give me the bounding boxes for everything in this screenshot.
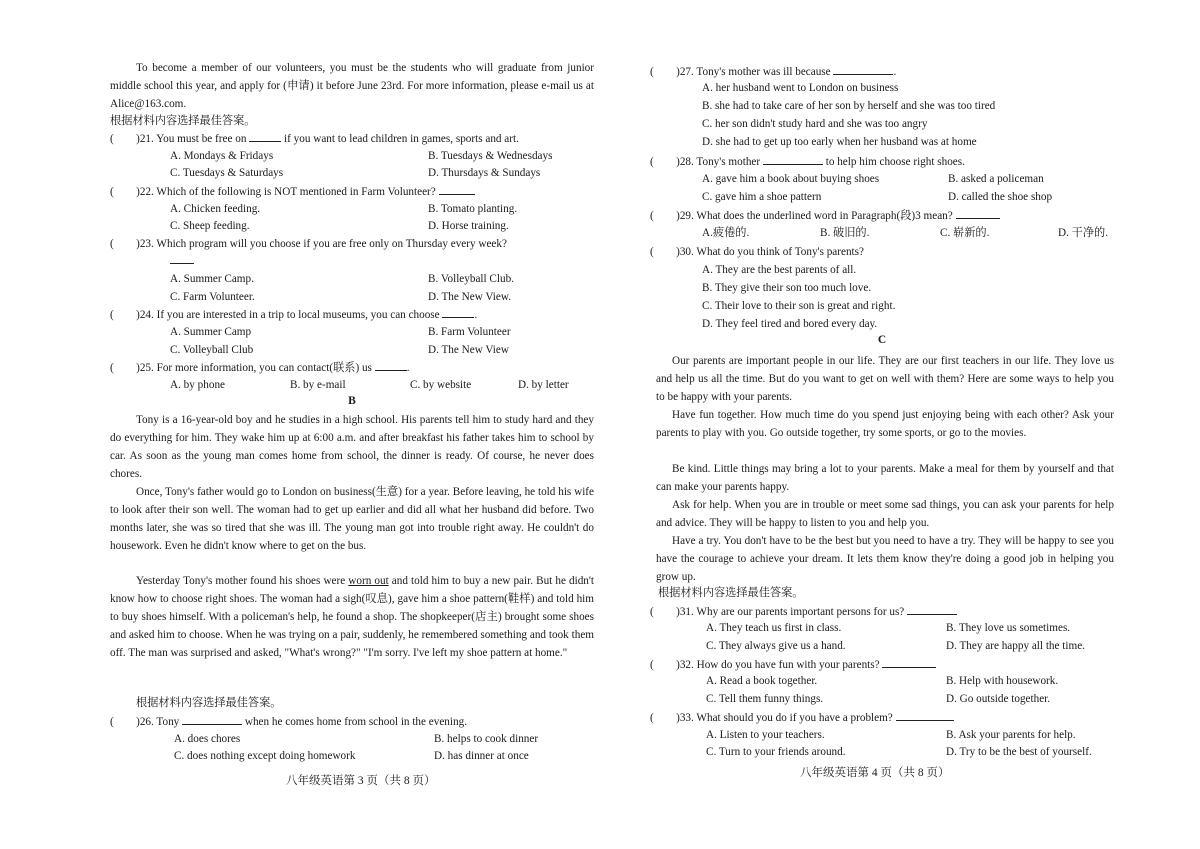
question-stem: Tony [156, 716, 180, 728]
question-number: ( )27. [650, 66, 694, 78]
option-d: D. called the shoe shop [948, 191, 1053, 203]
question-number: ( )28. [650, 156, 694, 168]
question-number: ( )33. [650, 712, 694, 724]
answer-blank [375, 360, 407, 371]
question-stem: For more information, you can contact(联系) us [156, 362, 372, 374]
passage-b-paragraph-2: Once, Tony's father would go to London on business(生意) for a year. Before leaving, he told his wife to look after their son well. The woman had to get up earlier and did all what her husband did before. Two months later, she was so tired that she was ill. The young man got into trouble right away. He couldn't do housework. Even he didn't know where to get on the bus. [110, 486, 594, 552]
passage-c-paragraph-1: Our parents are important people in our life. They are our first teachers in our life. They love us and help us all the time. But do you want to get on well with them? Here are some ways to help you to be happy with your parents. [656, 355, 1114, 403]
option-a: A. Mondays & Fridays [170, 150, 274, 162]
option-a: A. her husband went to London on business [702, 82, 899, 94]
answer-blank [956, 208, 1000, 219]
answer-blank [439, 184, 475, 195]
answer-blank [882, 657, 936, 668]
question-stem: What do you think of Tony's parents? [696, 246, 864, 258]
question-stem: If you are interested in a trip to local museums, you can choose [156, 309, 440, 321]
option-c: C. They always give us a hand. [706, 640, 846, 652]
passage-c-paragraph-3: Be kind. Little things may bring a lot to your parents. Make a meal for them by yourself and that can make your parents happy. [656, 463, 1114, 493]
question-31 [650, 604, 957, 619]
question-29 [650, 208, 1000, 223]
option-a: A.疲倦的. [702, 227, 750, 239]
option-c: C. Turn to your friends around. [706, 746, 846, 758]
option-d: D. has dinner at once [434, 750, 529, 762]
option-b: B. They give their son too much love. [702, 282, 872, 294]
section-heading-c: C [877, 334, 887, 346]
option-b: B. Farm Volunteer [428, 326, 511, 338]
option-c: C. by website [410, 379, 472, 391]
option-d: D. Horse training. [428, 220, 509, 232]
question-30 [650, 245, 864, 259]
option-b: B. she had to take care of her son by herself and she was too tired [702, 100, 996, 112]
question-number: ( )26. [110, 716, 154, 728]
instruction: 根据材料内容选择最佳答案。 [658, 587, 804, 599]
option-c: C. Tuesdays & Saturdays [170, 167, 284, 179]
answer-blank [182, 714, 242, 725]
intro-paragraph: To become a member of our volunteers, you must be the students who will graduate from junior middle school this year, and apply for (申请) it before June 23rd. For more information, please e-mail us at Alice@163.com. [110, 62, 594, 110]
question-33 [650, 710, 954, 725]
option-a: A. does chores [174, 733, 241, 745]
answer-blank [896, 710, 954, 721]
instruction: 根据材料内容选择最佳答案。 [110, 115, 256, 127]
question-number: ( )22. [110, 186, 154, 198]
question-stem: Which program will you choose if you are free only on Thursday every week? [156, 238, 507, 250]
question-number: ( )29. [650, 210, 694, 222]
option-b: B. Ask your parents for help. [946, 729, 1076, 741]
option-a: A. Listen to your teachers. [706, 729, 825, 741]
question-number: ( )30. [650, 246, 694, 258]
option-b: B. 破旧的. [820, 227, 870, 239]
option-a: A. They are the best parents of all. [702, 264, 857, 276]
option-a: A. They teach us first in class. [706, 622, 842, 634]
section-heading-b: B [348, 395, 356, 407]
option-b: B. Tuesdays & Wednesdays [428, 150, 553, 162]
option-c: C. Tell them funny things. [706, 693, 824, 705]
option-d: D. The New View. [428, 291, 512, 303]
page-footer: 八年级英语第 4 页（共 8 页） [800, 767, 950, 779]
question-stem: Why are our parents important persons for us? [696, 606, 905, 618]
passage-b-paragraph-3: Yesterday Tony's mother found his shoes were worn out and told him to buy a new pair. But he didn't know how to choose right shoes. The woman had a sigh(叹息), gave him a shoe pattern(鞋样) and told him to buy shoes himself. With a policeman's help, he found a shop. The shopkeeper(店主) brought some shoes and asked him to choose. When he was trying on a pair, suddenly, he remembered something and took them off. The man was surprised and asked, "What's wrong?" "I'm sorry. I've left my shoe pattern at home." [110, 575, 595, 659]
question-number: ( )23. [110, 238, 154, 250]
question-28 [650, 154, 965, 169]
answer-blank [763, 154, 823, 165]
option-a: A. Chicken feeding. [170, 203, 261, 215]
question-stem: How do you have fun with your parents? [696, 659, 880, 671]
option-b: B. helps to cook dinner [434, 733, 539, 745]
question-23 [110, 237, 507, 251]
option-c: C. Sheep feeding. [170, 220, 250, 232]
option-a: A. by phone [170, 379, 225, 391]
question-stem: when he comes home from school in the evening. [244, 716, 467, 728]
question-25: ( )25. For more information, you can contact(联系) us . [110, 362, 410, 374]
question-27: ( )27. Tony's mother was ill because . [650, 66, 897, 78]
passage-c-paragraph-4: Ask for help. When you are in trouble or meet some sad things, you can ask your parents for help and advice. They will be happy to listen to you and help you. [656, 499, 1114, 529]
instruction: 根据材料内容选择最佳答案。 [136, 697, 282, 709]
question-number: ( )25. [110, 362, 154, 374]
option-b: B. by e-mail [290, 379, 346, 391]
question-21 [110, 131, 519, 146]
question-26 [110, 714, 467, 729]
option-d: D. Go outside together. [946, 693, 1051, 705]
option-d: D. she had to get up too early when her husband was at home [702, 136, 977, 148]
question-number: ( )31. [650, 606, 694, 618]
question-stem: Which of the following is NOT mentioned in Farm Volunteer? [156, 186, 436, 198]
option-d: D. by letter [518, 379, 569, 391]
option-b: B. Tomato planting. [428, 203, 518, 215]
option-c: C. Their love to their son is great and right. [702, 300, 896, 312]
underlined-word: worn out [348, 575, 389, 587]
question-number: ( )21. [110, 133, 154, 145]
answer-blank [442, 307, 474, 318]
option-c: C. gave him a shoe pattern [702, 191, 822, 203]
answer-blank [907, 604, 957, 615]
option-c: C. does nothing except doing homework [174, 750, 356, 762]
question-24: ( )24. If you are interested in a trip to local museums, you can choose . [110, 309, 478, 321]
question-stem: You must be free on [156, 133, 247, 145]
option-a: A. Read a book together. [706, 675, 818, 687]
option-c: C. her son didn't study hard and she was too angry [702, 118, 928, 130]
option-b: B. Help with housework. [946, 675, 1059, 687]
answer-blank-line [170, 253, 194, 268]
option-b: B. They love us sometimes. [946, 622, 1071, 634]
question-22 [110, 184, 475, 199]
option-d: D. 干净的. [1058, 227, 1109, 239]
question-stem: What does the underlined word in Paragraph(段)3 mean? [696, 210, 953, 222]
option-d: D. They feel tired and bored every day. [702, 318, 878, 330]
option-a: A. Summer Camp. [170, 273, 254, 285]
option-d: D. Thursdays & Sundays [428, 167, 541, 179]
answer-blank [833, 64, 893, 75]
option-c: C. Farm Volunteer. [170, 291, 255, 303]
question-32 [650, 657, 936, 672]
option-d: D. The New View [428, 344, 509, 356]
option-d: D. They are happy all the time. [946, 640, 1085, 652]
question-stem: Tony's mother [696, 156, 761, 168]
question-stem: if you want to lead children in games, sports and art. [284, 133, 519, 145]
passage-c-paragraph-2: Have fun together. How much time do you spend just enjoying being with each other? Ask your parents to play with you. Go outside together, try some sports, or go to the movies. [656, 409, 1114, 439]
passage-b-paragraph-1: Tony is a 16-year-old boy and he studies in a high school. His parents tell him to study hard and they do everything for him. They wake him up at 6:00 a.m. and after breakfast his father takes him to school by car. As soon as the young man comes home from school, the dinner is ready. Of course, he never does chores. [110, 414, 594, 480]
option-a: A. Summer Camp [170, 326, 252, 338]
question-stem: Tony's mother was ill because [696, 66, 831, 78]
page-footer: 八年级英语第 3 页（共 8 页） [286, 775, 436, 787]
passage-c-paragraph-5: Have a try. You don't have to be the best but you need to have a try. They will be happy to see you have the courage to achieve your dream. It lets them know they're doing a good job in helping you grow up. [656, 535, 1114, 583]
option-c: C. Volleyball Club [170, 344, 254, 356]
question-stem: to help him choose right shoes. [825, 156, 965, 168]
question-number: ( )24. [110, 309, 154, 321]
option-c: C. 崭新的. [940, 227, 990, 239]
option-b: B. Volleyball Club. [428, 273, 514, 285]
question-number: ( )32. [650, 659, 694, 671]
option-a: A. gave him a book about buying shoes [702, 173, 880, 185]
option-b: B. asked a policeman [948, 173, 1044, 185]
answer-blank [249, 131, 281, 142]
option-d: D. Try to be the best of yourself. [946, 746, 1092, 758]
question-stem: What should you do if you have a problem? [696, 712, 893, 724]
